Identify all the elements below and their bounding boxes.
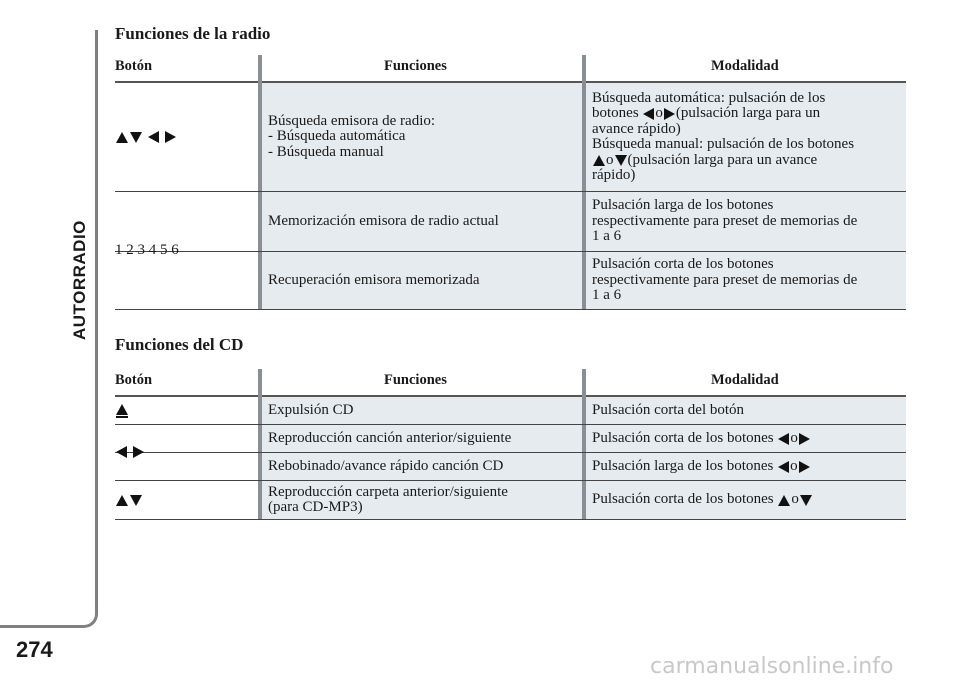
modalidad-text: o bbox=[791, 491, 799, 508]
header-funciones: Funciones bbox=[384, 58, 447, 74]
column-separator bbox=[258, 369, 262, 399]
funcion-cell: Recuperación emisora memorizada bbox=[262, 252, 582, 309]
modalidad-text: Pulsación corta de los botones bbox=[592, 491, 774, 508]
right-arrow-icon bbox=[799, 433, 810, 445]
modalidad-text: o bbox=[606, 151, 614, 168]
down-arrow-icon bbox=[800, 495, 812, 506]
modalidad-cell: Pulsación larga de los botones respectivamente para preset de memorias de 1 a 6 bbox=[586, 192, 906, 251]
up-arrow-icon bbox=[778, 495, 790, 506]
modalidad-text: o bbox=[790, 457, 798, 474]
modalidad-cell bbox=[586, 83, 906, 191]
up-arrow-icon bbox=[116, 495, 128, 506]
header-modalidad: Modalidad bbox=[711, 372, 779, 388]
column-separator bbox=[582, 369, 586, 399]
boton-cell bbox=[115, 481, 255, 519]
funcion-cell: Reproducción canción anterior/siguiente bbox=[262, 425, 582, 452]
radio-section-title: Funciones de la radio bbox=[115, 24, 271, 43]
boton-cell: 1 2 3 4 5 6 bbox=[115, 241, 179, 258]
watermark: carmanualsonline.info bbox=[650, 654, 894, 679]
table-header bbox=[115, 51, 906, 83]
table-row bbox=[115, 425, 906, 453]
column-separator bbox=[582, 55, 586, 85]
table-header bbox=[115, 365, 906, 397]
funcion-cell: Memorización emisora de radio actual bbox=[262, 192, 582, 251]
funcion-cell: Búsqueda emisora de radio: - Búsqueda automática - Búsqueda manual bbox=[262, 83, 582, 191]
section-title: AUTORRADIO bbox=[70, 220, 89, 340]
left-arrow-icon bbox=[778, 433, 789, 445]
left-arrow-icon bbox=[148, 131, 159, 143]
header-boton: Botón bbox=[115, 372, 153, 388]
funcion-cell: Expulsión CD bbox=[262, 397, 582, 424]
left-arrow-icon bbox=[643, 108, 654, 120]
header-boton: Botón bbox=[115, 58, 153, 74]
right-arrow-icon bbox=[799, 461, 810, 473]
page-number: 274 bbox=[16, 637, 53, 662]
modalidad-text: o bbox=[790, 429, 798, 446]
table-row bbox=[115, 192, 906, 258]
right-arrow-icon bbox=[165, 131, 176, 143]
header-modalidad: Modalidad bbox=[711, 58, 779, 74]
funcion-cell: Rebobinado/avance rápido canción CD bbox=[262, 453, 582, 480]
column-separator bbox=[258, 55, 262, 85]
table-row bbox=[115, 453, 906, 481]
radio-table bbox=[115, 51, 906, 310]
eject-icon bbox=[115, 404, 129, 418]
modalidad-cell bbox=[586, 481, 906, 519]
boton-cell bbox=[115, 83, 255, 191]
modalidad-text: (pulsación larga para un avance rápido) Búsqueda manual: pulsación de los botones bbox=[592, 105, 855, 152]
table-row bbox=[115, 83, 906, 192]
down-arrow-icon bbox=[615, 155, 627, 166]
down-arrow-icon bbox=[130, 132, 142, 143]
modalidad-text: Pulsación corta de los botones bbox=[592, 429, 774, 446]
table-row bbox=[115, 397, 906, 425]
boton-cell bbox=[115, 397, 255, 424]
modalidad-cell bbox=[586, 425, 906, 452]
up-arrow-icon bbox=[116, 132, 128, 143]
modalidad-cell: Pulsación corta de los botones respectivamente para preset de memorias de 1 a 6 bbox=[586, 252, 906, 309]
modalidad-text: o bbox=[655, 105, 663, 121]
modalidad-cell bbox=[586, 453, 906, 480]
cd-table bbox=[115, 365, 906, 520]
up-arrow-icon bbox=[593, 155, 605, 166]
left-arrow-icon bbox=[778, 461, 789, 473]
modalidad-cell: Pulsación corta del botón bbox=[586, 397, 906, 424]
down-arrow-icon bbox=[130, 495, 142, 506]
header-funciones: Funciones bbox=[384, 372, 447, 388]
modalidad-text: Búsqueda automática: pulsación de los botones bbox=[592, 89, 826, 121]
funcion-cell: Reproducción carpeta anterior/siguiente (para CD-MP3) bbox=[262, 481, 582, 519]
modalidad-text: Pulsación larga de los botones bbox=[592, 457, 774, 474]
modalidad-text: (pulsación larga para un avance rápido) bbox=[592, 151, 818, 183]
right-arrow-icon bbox=[664, 108, 675, 120]
cd-section-title: Funciones del CD bbox=[115, 335, 244, 354]
table-row bbox=[115, 481, 906, 520]
table-row bbox=[115, 252, 906, 310]
